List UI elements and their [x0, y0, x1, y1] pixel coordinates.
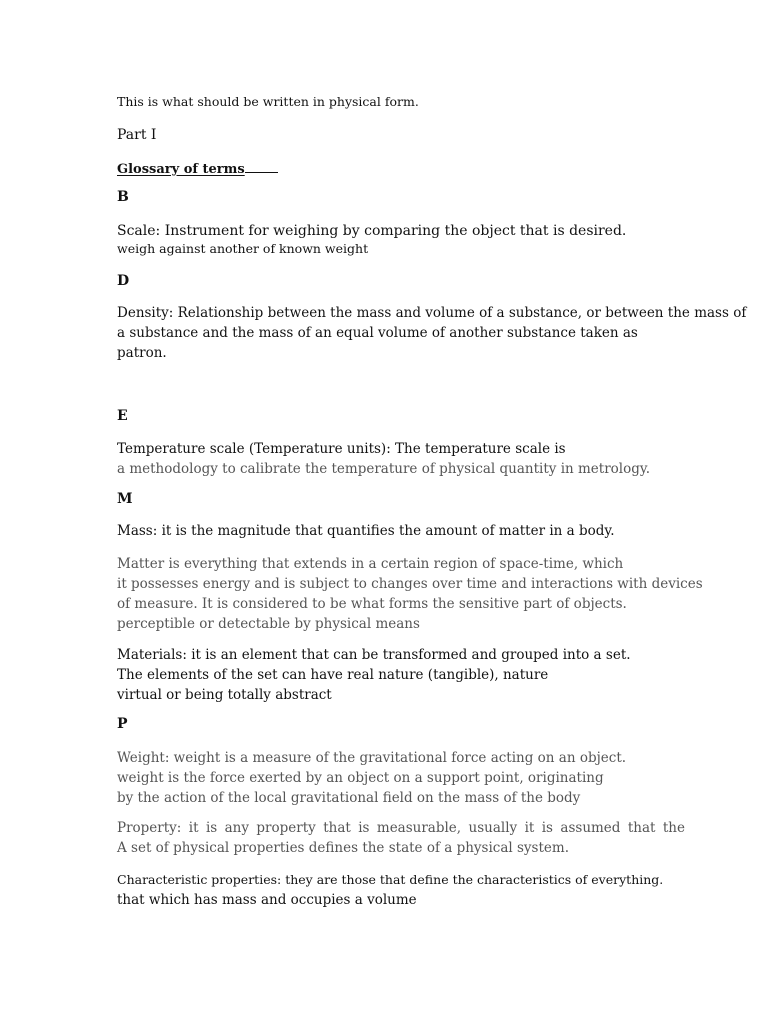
scale-line-2: weigh against another of known weight [117, 241, 369, 256]
density-line-1: Density: Relationship between the mass and volume of a substance, or between the mass of [117, 305, 747, 321]
matter-line-2: it possesses energy and is subject to changes over time and interactions with devices [117, 576, 703, 592]
materials-line-1: Materials: it is an element that can be transformed and grouped into a set. [117, 647, 631, 663]
intro-line: This is what should be written in physical form. [117, 94, 419, 109]
materials-line-3: virtual or being totally abstract [117, 687, 332, 703]
matter-line-1: Matter is everything that extends in a certain region of space-time, which [117, 556, 624, 572]
density-definition [117, 303, 746, 363]
characteristic-line-2: that which has mass and occupies a volume [117, 892, 417, 908]
temperature-definition [117, 439, 650, 479]
glossary-title-block [117, 158, 278, 177]
materials-line-2: The elements of the set can have real nature (tangible), nature [117, 667, 549, 683]
weight-line-3: by the action of the local gravitational field on the mass of the body [117, 790, 581, 806]
scale-definition [117, 222, 626, 258]
matter-definition [117, 554, 703, 634]
matter-line-3: of measure. It is considered to be what forms the sensitive part of objects. [117, 596, 627, 612]
scale-line-1: Scale: Instrument for weighing by comparing the object that is desired. [117, 223, 627, 239]
weight-line-2: weight is the force exerted by an object on a support point, originating [117, 770, 604, 786]
property-line-2: A set of physical properties defines the state of a physical system. [117, 840, 569, 856]
section-letter-b: B [117, 189, 129, 205]
materials-definition [117, 645, 631, 705]
glossary-title: Glossary of terms [117, 162, 245, 177]
weight-line-1: Weight: weight is a measure of the gravitational force acting on an object. [117, 750, 627, 766]
property-line-1: Property: it is any property that is measurable, usually it is assumed that the [117, 820, 685, 836]
density-line-2: a substance and the mass of an equal volume of another substance taken as [117, 325, 638, 341]
section-letter-p: P [117, 716, 128, 732]
matter-line-4: perceptible or detectable by physical means [117, 616, 420, 632]
title-underline [245, 161, 278, 173]
section-letter-d: D [117, 273, 130, 289]
part-label: Part I [117, 127, 157, 143]
characteristic-line-1: Characteristic properties: they are those that define the characteristics of everything. [117, 872, 664, 887]
section-letter-e: E [117, 408, 128, 424]
density-line-3: patron. [117, 345, 167, 361]
temperature-line-1: Temperature scale (Temperature units): The temperature scale is [117, 441, 566, 457]
characteristic-properties-definition [117, 870, 663, 911]
weight-definition [117, 748, 626, 808]
mass-definition: Mass: it is the magnitude that quantifies the amount of matter in a body. [117, 523, 615, 539]
temperature-line-2: a methodology to calibrate the temperature of physical quantity in metrology. [117, 461, 651, 477]
section-letter-m: M [117, 491, 133, 507]
